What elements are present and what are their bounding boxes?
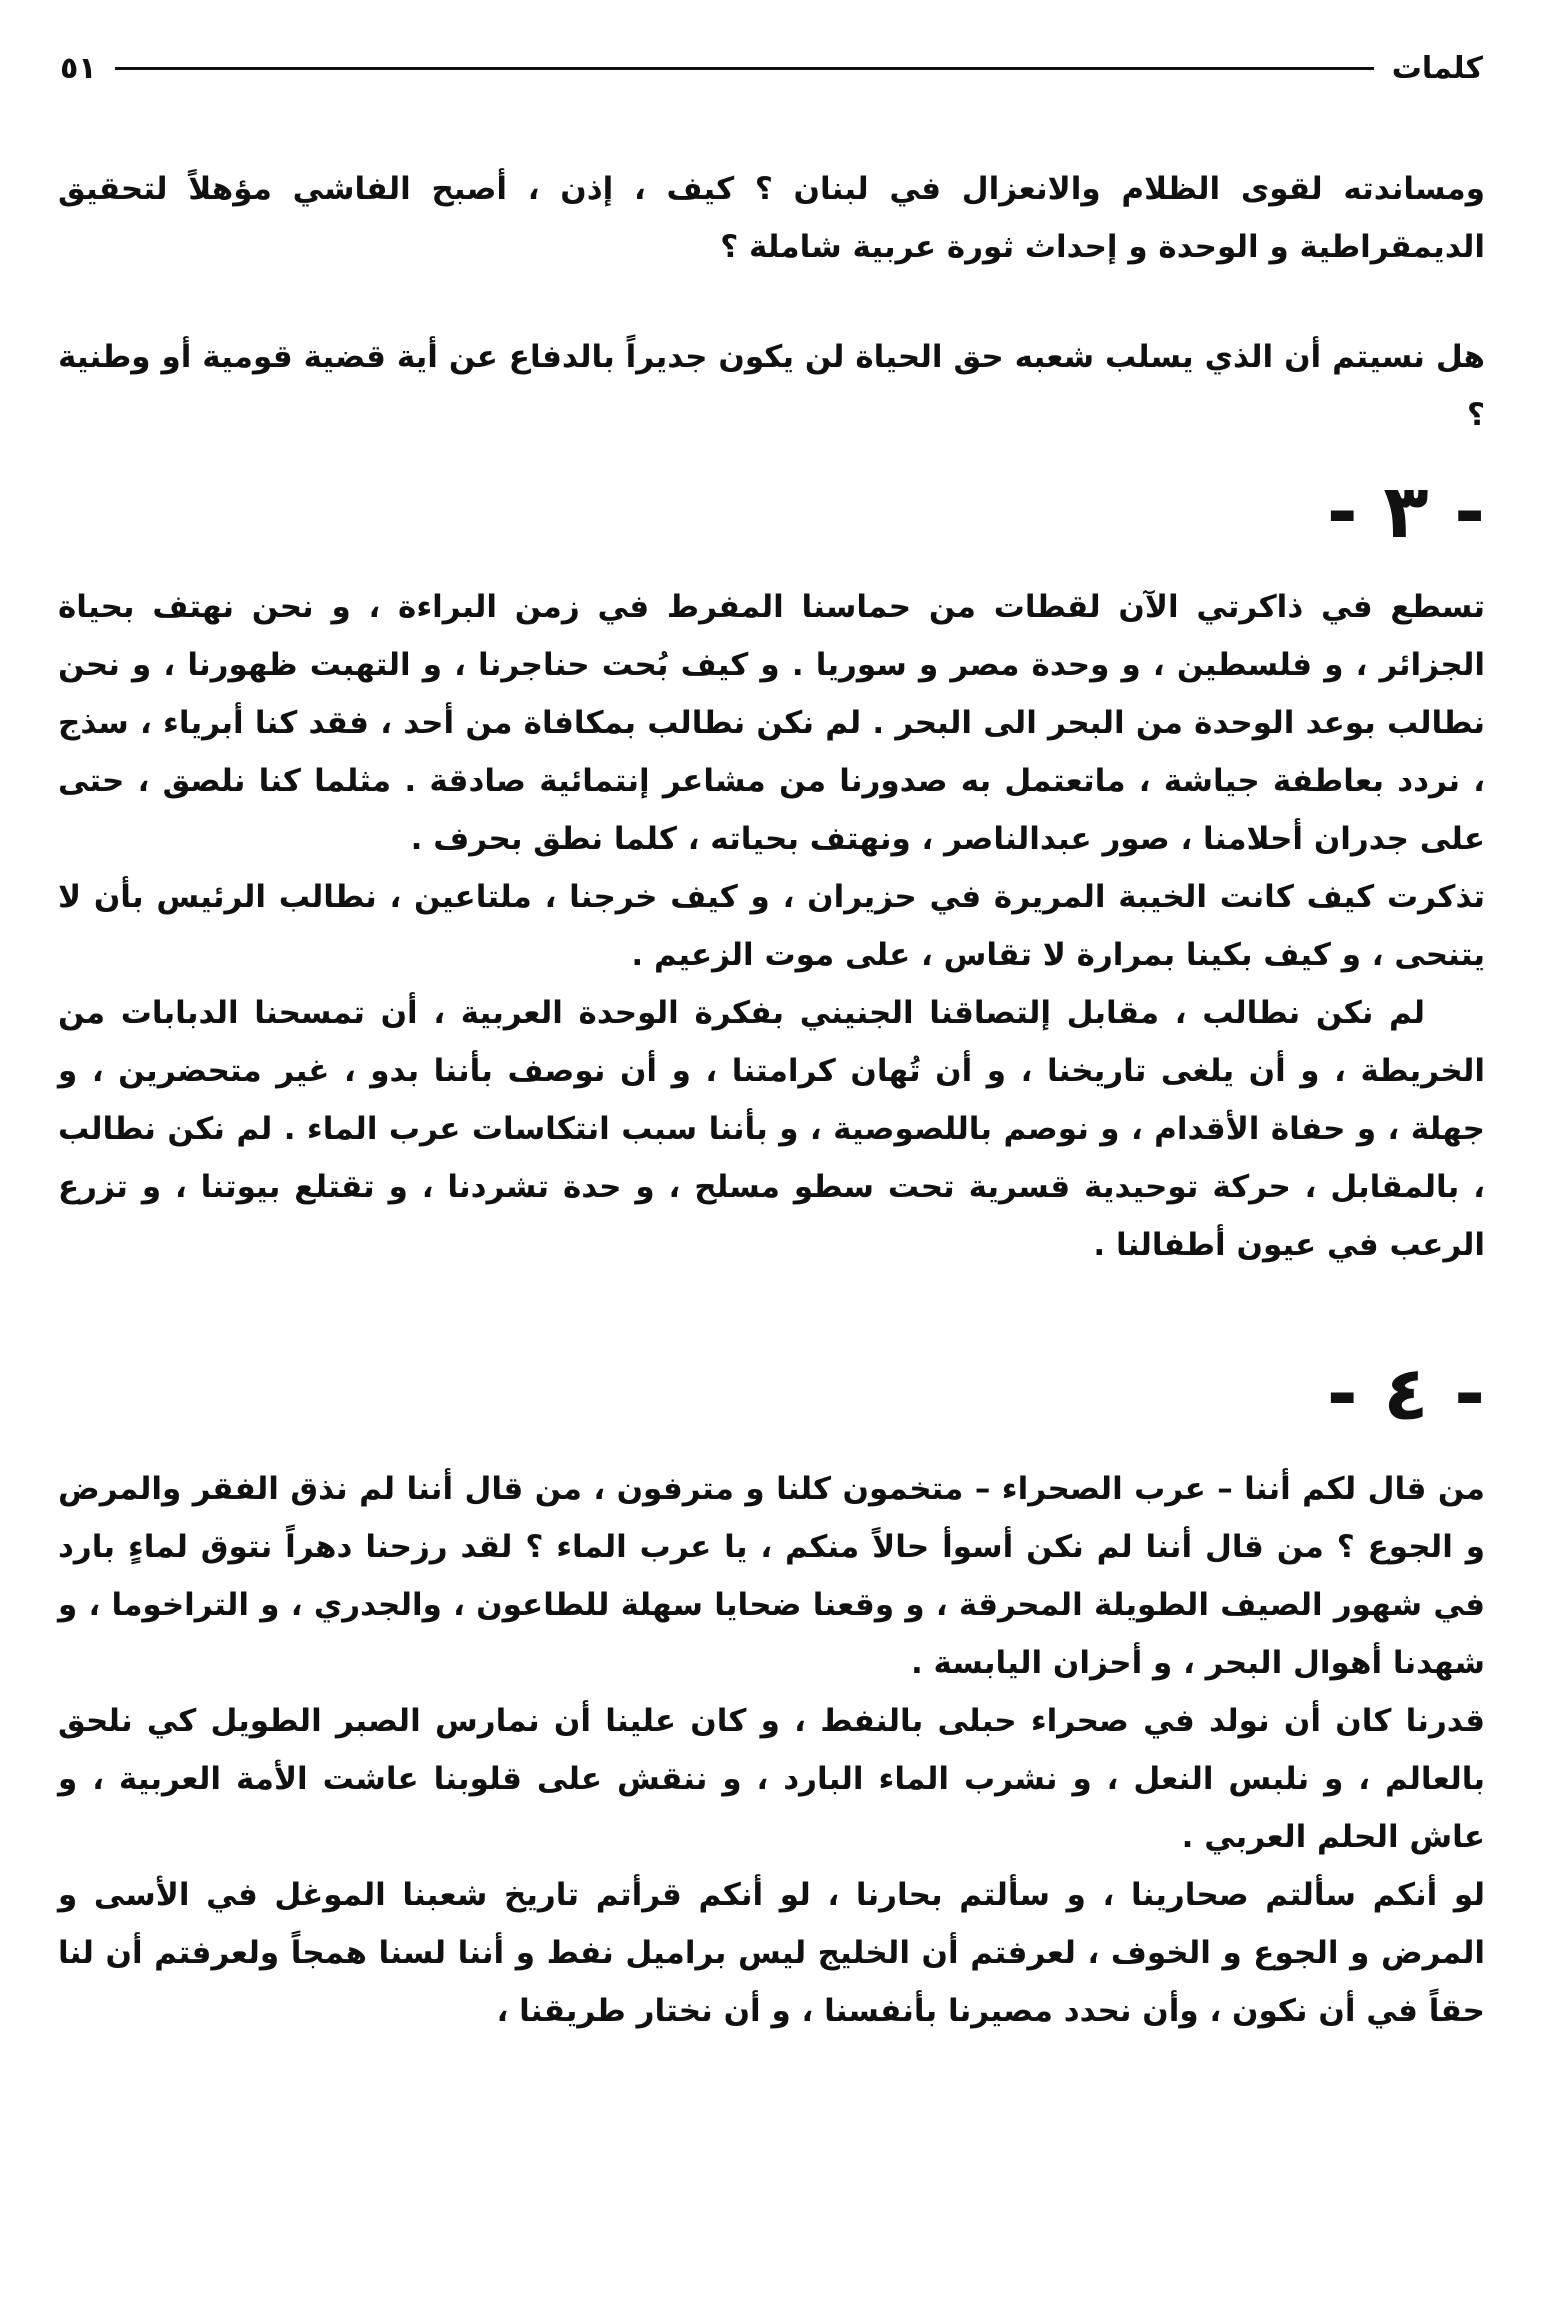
page-number: ٥١: [60, 50, 97, 86]
section-number-3: - ٣ -: [1326, 469, 1485, 555]
running-title: كلمات: [1391, 50, 1483, 86]
header-rule: [115, 67, 1374, 70]
running-header: [60, 48, 1483, 88]
paragraph: من قال لكم أننا – عرب الصحراء – متخمون كلنا و مترفون ، من قال أننا لم نذق الفقر والمرض و الجوع ؟ من قال أننا لم نكن أسوأ حالاً منكم ، يا عرب الماء ؟ لقد رزحنا دهراً نتوق لماءٍ بارد في شهور الصيف الطويلة المحرقة ، و وقعنا ضحايا سهلة للطاعون ، والجدري ، و التراخوما ، و شهدنا أهوال البحر ، و أحزان اليابسة .: [58, 1471, 1485, 1681]
page-body: [58, 160, 1485, 2040]
section-number-4: - ٤ -: [1326, 1351, 1485, 1437]
paragraph: ومساندته لقوى الظلام والانعزال في لبنان ؟ كيف ، إذن ، أصبح الفاشي مؤهلاً لتحقيق الديمقراطية و الوحدة و إحداث ثورة عربية شاملة ؟: [58, 171, 1485, 265]
paragraph: لو أنكم سألتم صحارينا ، و سألتم بحارنا ، لو أنكم قرأتم تاريخ شعبنا الموغل في الأسى و المرض و الجوع و الخوف ، لعرفتم أن الخليج ليس براميل نفط و أننا لسنا همجاً ولعرفتم أن لنا حقاً في أن نكون ، وأن نحدد مصيرنا بأنفسنا ، و أن نختار طريقنا ،: [58, 1877, 1485, 2029]
section-gap: [58, 1274, 1485, 1326]
paragraph: لم نكن نطالب ، مقابل إلتصاقنا الجنيني بفكرة الوحدة العربية ، أن تمسحنا الدبابات من الخريطة ، و أن يلغى تاريخنا ، و أن تُهان كرامتنا ، و أن نوصف بأننا بدو ، غير متحضرين ، و جهلة ، و حفاة الأقدام ، و نوصم باللصوصية ، و بأننا سبب انتكاسات عرب الماء . لم نكن نطالب ، بالمقابل ، حركة توحيدية قسرية تحت سطو مسلح ، و حدة تشردنا ، و تقتلع بيوتنا ، و تزرع الرعب في عيون أطفالنا .: [58, 995, 1485, 1263]
paragraph: هل نسيتم أن الذي يسلب شعبه حق الحياة لن يكون جديراً بالدفاع عن أية قضية قومية أو وطنية ؟: [58, 339, 1485, 433]
paragraph: قدرنا كان أن نولد في صحراء حبلى بالنفط ، و كان علينا أن نمارس الصبر الطويل كي نلحق بالعالم ، و نلبس النعل ، و نشرب الماء البارد ، و ننقش على قلوبنا عاشت الأمة العربية ، و عاش الحلم العربي .: [58, 1703, 1485, 1855]
paragraph-gap: [58, 276, 1485, 328]
paragraph: تسطع في ذاكرتي الآن لقطات من حماسنا المفرط في زمن البراءة ، و نحن نهتف بحياة الجزائر ، و فلسطين ، و وحدة مصر و سوريا . و كيف بُحت حناجرنا ، و التهبت ظهورنا ، و نحن نطالب بوعد الوحدة من البحر الى البحر . لم نكن نطالب بمكافاة من أحد ، فقد كنا أبرياء ، سذج ، نردد بعاطفة جياشة ، ماتعتمل به صدورنا من مشاعر إنتمائية صادقة . مثلما كنا نلصق ، حتى على جدران أحلامنا ، صور عبدالناصر ، ونهتف بحياته ، كلما نطق بحرف .: [58, 589, 1485, 857]
paragraph: تذكرت كيف كانت الخيبة المريرة في حزيران ، و كيف خرجنا ، ملتاعين ، نطالب الرئيس بأن لا يتنحى ، و كيف بكينا بمرارة لا تقاس ، على موت الزعيم .: [58, 879, 1485, 973]
